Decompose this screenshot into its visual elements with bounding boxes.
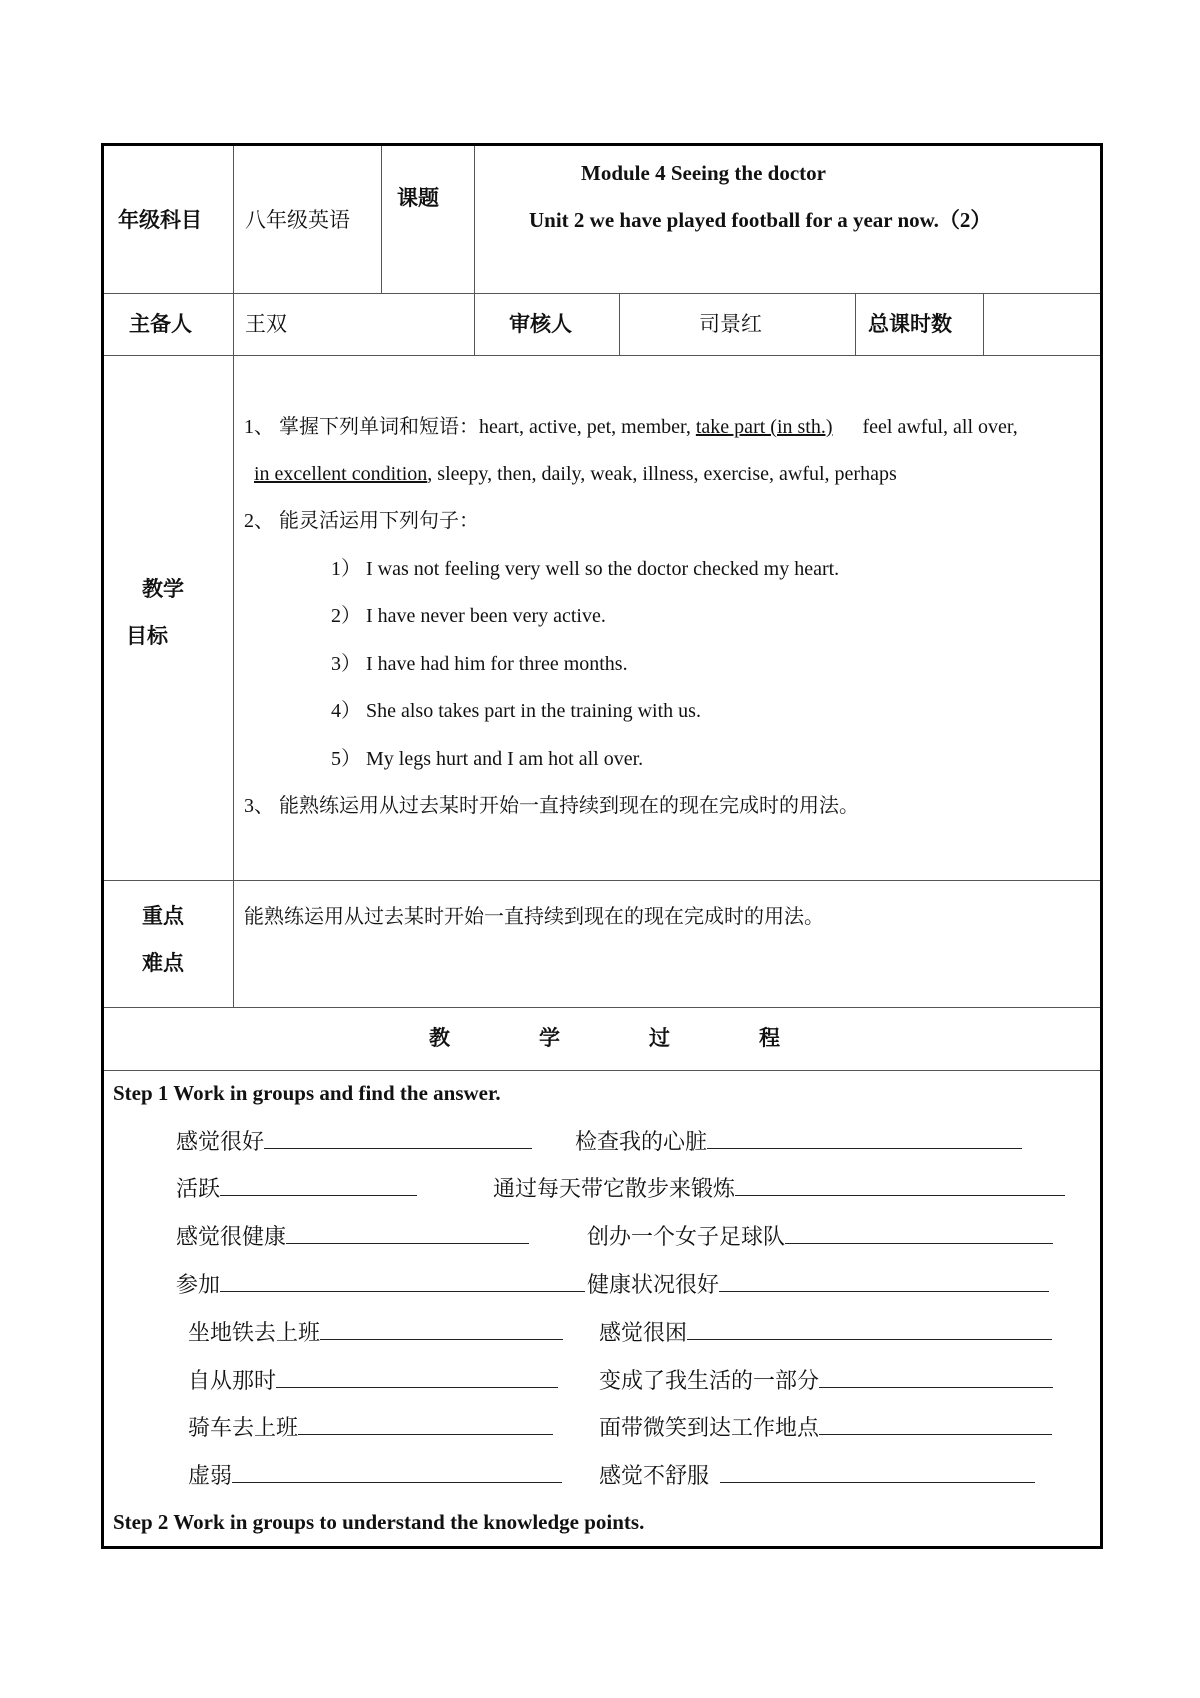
process-heading-char: 学 <box>539 1026 560 1050</box>
phrase-text: 感觉很困 <box>599 1320 688 1345</box>
answer-blank[interactable] <box>707 1126 1022 1149</box>
phrase-item <box>176 1221 529 1250</box>
phrase-text: 骑车去上班 <box>188 1415 299 1440</box>
goal-item-1-line2-rest: , sleepy, then, daily, weak, illness, exercise, awful, perhaps <box>427 463 897 485</box>
lesson-plan-table <box>101 143 1103 1549</box>
answer-blank[interactable] <box>286 1221 529 1244</box>
goal-sentence: 5） My legs hurt and I am hot all over. <box>331 748 644 770</box>
col-divider <box>233 146 234 1007</box>
phrase-text: 通过每天带它散步来锻炼 <box>493 1176 736 1201</box>
phrase-item <box>188 1317 563 1346</box>
answer-blank[interactable] <box>819 1412 1052 1435</box>
answer-blank[interactable] <box>720 1460 1035 1483</box>
phrase-item <box>587 1221 1053 1250</box>
phrase-text: 虚弱 <box>188 1463 233 1488</box>
phrase-text: 自从那时 <box>188 1368 277 1393</box>
answer-blank[interactable] <box>232 1460 562 1483</box>
phrase-item <box>599 1412 1052 1441</box>
answer-blank[interactable] <box>687 1317 1052 1340</box>
preparer-label: 主备人 <box>129 312 192 336</box>
answer-blank[interactable] <box>320 1317 563 1340</box>
hours-label: 总课时数 <box>868 312 952 336</box>
col-divider <box>381 146 382 293</box>
phrase-text: 坐地铁去上班 <box>188 1320 321 1345</box>
reviewer-value: 司景红 <box>699 312 762 336</box>
process-heading-char: 程 <box>759 1026 780 1050</box>
row-divider <box>104 880 1100 881</box>
reviewer-label: 审核人 <box>509 312 572 336</box>
phrase-text: 创办一个女子足球队 <box>587 1224 786 1249</box>
answer-blank[interactable] <box>264 1126 532 1149</box>
phrase-item <box>176 1173 417 1202</box>
answer-blank[interactable] <box>819 1365 1053 1388</box>
phrase-item <box>575 1126 1022 1155</box>
phrase-text: 健康状况很好 <box>587 1272 720 1297</box>
phrase-item <box>599 1365 1053 1394</box>
phrase-item <box>188 1365 558 1394</box>
phrase-text: 感觉很健康 <box>176 1224 287 1249</box>
answer-blank[interactable] <box>276 1365 558 1388</box>
key-points-label-line2: 难点 <box>142 951 184 975</box>
key-points-label-line1: 重点 <box>142 904 184 928</box>
lesson-title-line1: Module 4 Seeing the doctor <box>581 161 826 185</box>
phrase-item <box>599 1460 1035 1489</box>
goal-item-1-prefix: 1、 掌握下列单词和短语：heart, active, pet, member, <box>244 416 696 438</box>
phrase-item <box>188 1460 562 1489</box>
step-2-heading: Step 2 Work in groups to understand the knowledge points. <box>113 1510 645 1534</box>
grade-value: 八年级英语 <box>245 208 350 232</box>
goal-item-1-suffix: feel awful, all over, <box>862 416 1018 438</box>
phrase-text: 变成了我生活的一部分 <box>599 1368 820 1393</box>
key-points-value: 能熟练运用从过去某时开始一直持续到现在的现在完成时的用法。 <box>244 906 824 928</box>
goals-label-line1: 教学 <box>142 577 184 601</box>
col-divider <box>983 293 984 355</box>
phrase-text: 参加 <box>176 1272 221 1297</box>
goal-item-3: 3、 能熟练运用从过去某时开始一直持续到现在的现在完成时的用法。 <box>244 795 859 817</box>
goals-label-line2: 目标 <box>126 624 168 648</box>
grade-label: 年级科目 <box>118 208 202 232</box>
goal-item-1-line2-phrase: in excellent condition <box>254 463 428 485</box>
phrase-text: 面带微笑到达工作地点 <box>599 1415 820 1440</box>
row-divider <box>104 293 1100 294</box>
topic-label: 课题 <box>397 186 439 210</box>
phrase-text: 检查我的心脏 <box>575 1129 708 1154</box>
col-divider <box>474 146 475 355</box>
goal-item-1-phrase: take part (in sth.) <box>695 416 833 438</box>
process-heading-char: 教 <box>429 1026 450 1050</box>
phrase-text: 活跃 <box>176 1176 221 1201</box>
goal-item-2: 2、 能灵活运用下列句子： <box>244 510 479 532</box>
process-heading-char: 过 <box>649 1026 670 1050</box>
answer-blank[interactable] <box>220 1173 417 1196</box>
goal-sentence: 2） I have never been very active. <box>331 605 606 627</box>
goal-item-1-line2 <box>254 462 897 486</box>
goal-item-1 <box>244 415 1018 439</box>
phrase-item <box>176 1269 585 1298</box>
phrase-item <box>599 1317 1052 1346</box>
answer-blank[interactable] <box>298 1412 553 1435</box>
step-1-heading: Step 1 Work in groups and find the answer. <box>113 1081 501 1105</box>
answer-blank[interactable] <box>220 1269 585 1292</box>
answer-blank[interactable] <box>785 1221 1053 1244</box>
col-divider <box>855 293 856 355</box>
row-divider <box>104 1007 1100 1008</box>
phrase-item <box>188 1412 553 1441</box>
col-divider <box>619 293 620 355</box>
answer-blank[interactable] <box>719 1269 1049 1292</box>
phrase-item <box>587 1269 1049 1298</box>
phrase-item <box>176 1126 532 1155</box>
preparer-value: 王双 <box>245 312 287 336</box>
goal-sentence: 4） She also takes part in the training with us. <box>331 700 701 722</box>
phrase-item <box>493 1173 1065 1202</box>
phrase-text: 感觉很好 <box>176 1129 265 1154</box>
row-divider <box>104 355 1100 356</box>
phrase-text: 感觉不舒服 <box>599 1463 710 1488</box>
lesson-title-line2: Unit 2 we have played football for a year now.（2） <box>529 208 992 232</box>
goal-sentence: 3） I have had him for three months. <box>331 653 628 675</box>
row-divider <box>104 1070 1100 1071</box>
goal-sentence: 1） I was not feeling very well so the doctor checked my heart. <box>331 558 840 580</box>
answer-blank[interactable] <box>735 1173 1065 1196</box>
